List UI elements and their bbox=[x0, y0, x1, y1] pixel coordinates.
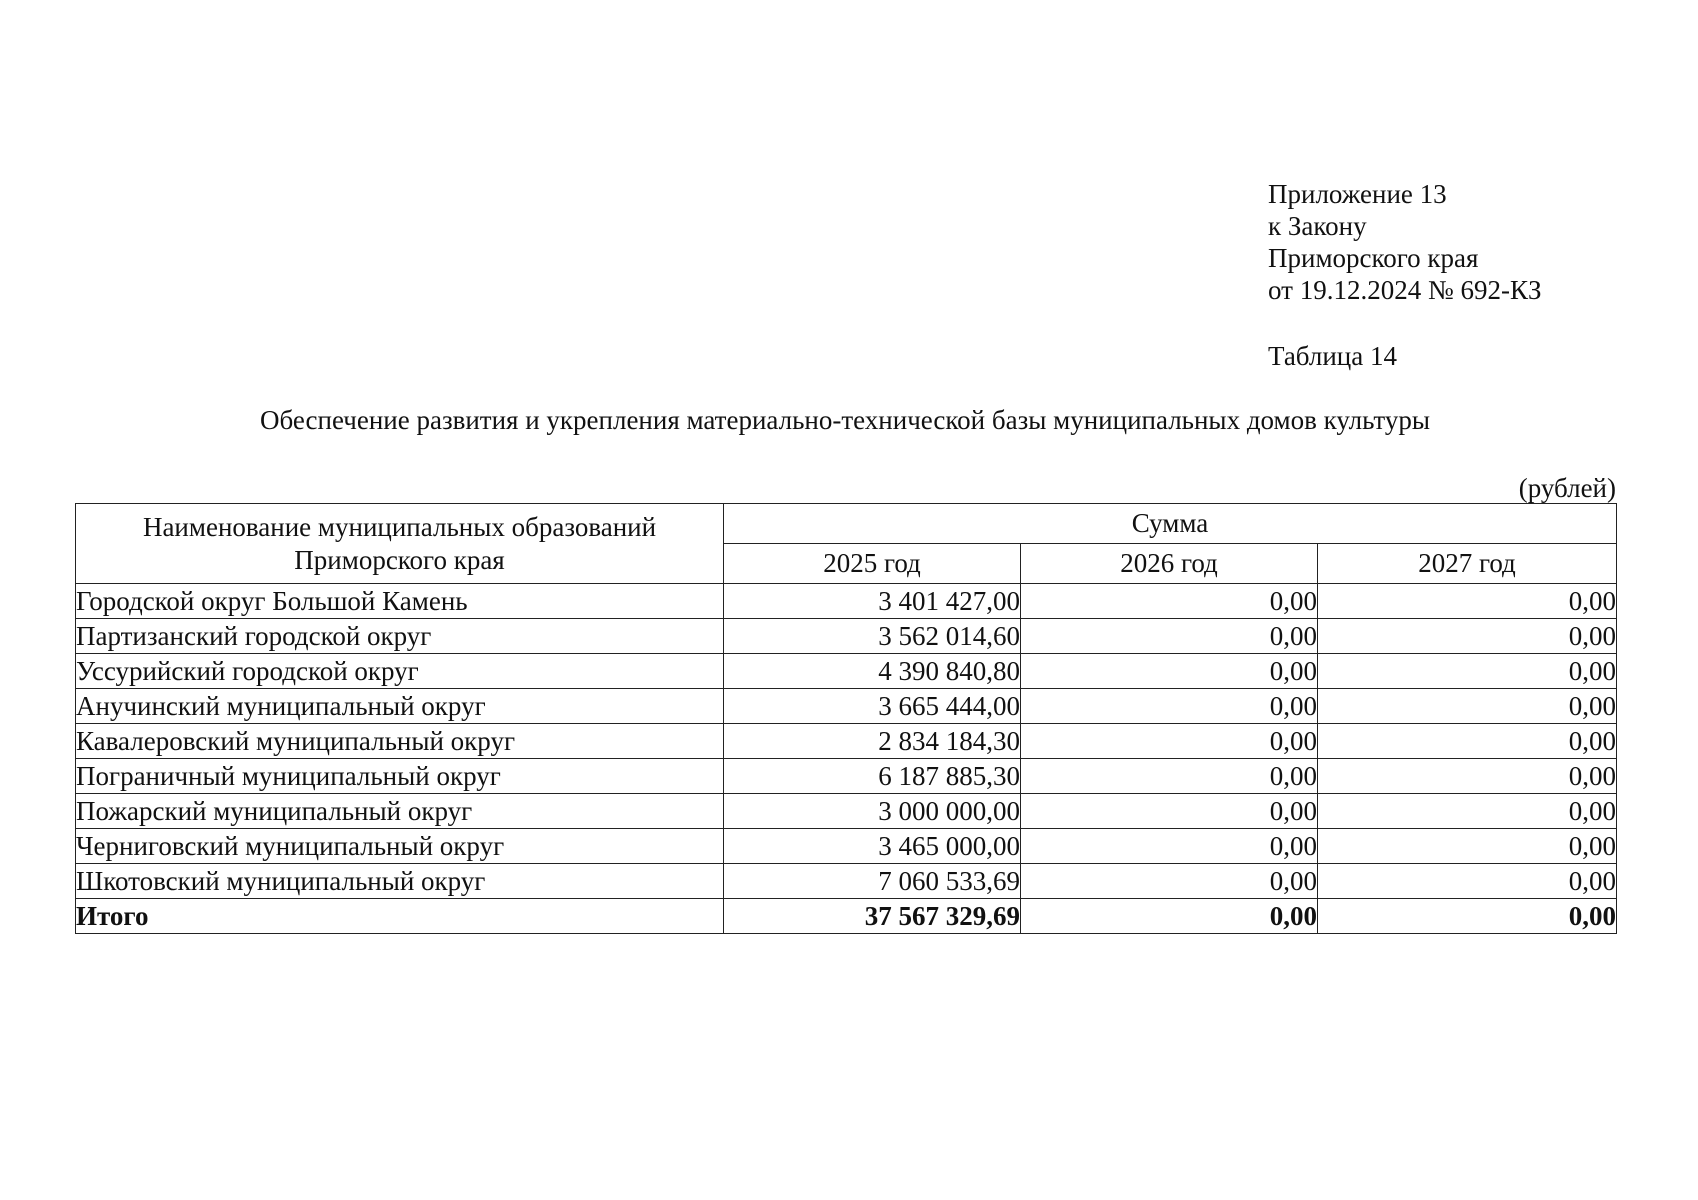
table-row bbox=[76, 584, 1617, 619]
header-name-line-1: Наименование муниципальных образований bbox=[142, 511, 657, 542]
row-value-2025: 4 390 840,80 bbox=[724, 654, 1021, 689]
row-value-2027: 0,00 bbox=[1318, 689, 1617, 724]
total-value-2026: 0,00 bbox=[1021, 899, 1318, 934]
row-value-2027: 0,00 bbox=[1318, 759, 1617, 794]
row-value-2026: 0,00 bbox=[1021, 829, 1318, 864]
row-value-2026: 0,00 bbox=[1021, 619, 1318, 654]
row-value-2027: 0,00 bbox=[1318, 829, 1617, 864]
appendix-line-1: Приложение 13 bbox=[1268, 179, 1447, 209]
row-value-2027: 0,00 bbox=[1318, 864, 1617, 899]
table-row bbox=[76, 619, 1617, 654]
table-row bbox=[76, 724, 1617, 759]
document-title: Обеспечение развития и укрепления материально-технической базы муниципальных домов культуры bbox=[259, 405, 1431, 435]
row-value-2026: 0,00 bbox=[1021, 759, 1318, 794]
row-value-2027: 0,00 bbox=[1318, 584, 1617, 619]
appendix-line-4: от 19.12.2024 № 692-КЗ bbox=[1268, 275, 1542, 305]
row-value-2026: 0,00 bbox=[1021, 724, 1318, 759]
table-number: Таблица 14 bbox=[1268, 341, 1397, 371]
row-value-2025: 7 060 533,69 bbox=[724, 864, 1021, 899]
budget-table bbox=[75, 503, 1617, 934]
row-name: Шкотовский муниципальный округ bbox=[76, 864, 724, 899]
row-value-2026: 0,00 bbox=[1021, 689, 1318, 724]
total-label: Итого bbox=[76, 899, 724, 934]
row-value-2026: 0,00 bbox=[1021, 584, 1318, 619]
row-name: Черниговский муниципальный округ bbox=[76, 829, 724, 864]
appendix-line-3: Приморского края bbox=[1268, 243, 1479, 273]
table-header-row-1 bbox=[76, 504, 1617, 544]
row-name: Партизанский городской округ bbox=[76, 619, 724, 654]
row-value-2027: 0,00 bbox=[1318, 619, 1617, 654]
header-name-line-2: Приморского края bbox=[294, 544, 505, 575]
header-year-2026: 2026 год bbox=[1021, 544, 1318, 584]
row-value-2026: 0,00 bbox=[1021, 654, 1318, 689]
row-value-2025: 3 562 014,60 bbox=[724, 619, 1021, 654]
row-name: Анучинский муниципальный округ bbox=[76, 689, 724, 724]
table-total-row bbox=[76, 899, 1617, 934]
unit-label: (рублей) bbox=[1518, 473, 1616, 503]
row-value-2026: 0,00 bbox=[1021, 794, 1318, 829]
row-value-2027: 0,00 bbox=[1318, 794, 1617, 829]
row-value-2025: 3 000 000,00 bbox=[724, 794, 1021, 829]
table-row bbox=[76, 689, 1617, 724]
appendix-line-2: к Закону bbox=[1268, 211, 1367, 241]
table-row bbox=[76, 864, 1617, 899]
row-value-2027: 0,00 bbox=[1318, 654, 1617, 689]
total-value-2025: 37 567 329,69 bbox=[724, 899, 1021, 934]
row-name: Пограничный муниципальный округ bbox=[76, 759, 724, 794]
row-value-2027: 0,00 bbox=[1318, 724, 1617, 759]
table-row bbox=[76, 794, 1617, 829]
header-year-2025: 2025 год bbox=[724, 544, 1021, 584]
row-value-2025: 3 665 444,00 bbox=[724, 689, 1021, 724]
row-name: Городской округ Большой Камень bbox=[76, 584, 724, 619]
row-value-2025: 3 465 000,00 bbox=[724, 829, 1021, 864]
total-value-2027: 0,00 bbox=[1318, 899, 1617, 934]
row-name: Уссурийский городской округ bbox=[76, 654, 724, 689]
table-row bbox=[76, 829, 1617, 864]
row-value-2025: 6 187 885,30 bbox=[724, 759, 1021, 794]
appendix-block bbox=[1268, 178, 1541, 306]
row-value-2025: 2 834 184,30 bbox=[724, 724, 1021, 759]
row-value-2025: 3 401 427,00 bbox=[724, 584, 1021, 619]
row-name: Пожарский муниципальный округ bbox=[76, 794, 724, 829]
header-year-2027: 2027 год bbox=[1318, 544, 1617, 584]
table-row bbox=[76, 759, 1617, 794]
header-name-cell bbox=[76, 504, 724, 584]
table-row bbox=[76, 654, 1617, 689]
header-sum: Сумма bbox=[724, 504, 1617, 544]
row-name: Кавалеровский муниципальный округ bbox=[76, 724, 724, 759]
row-value-2026: 0,00 bbox=[1021, 864, 1318, 899]
